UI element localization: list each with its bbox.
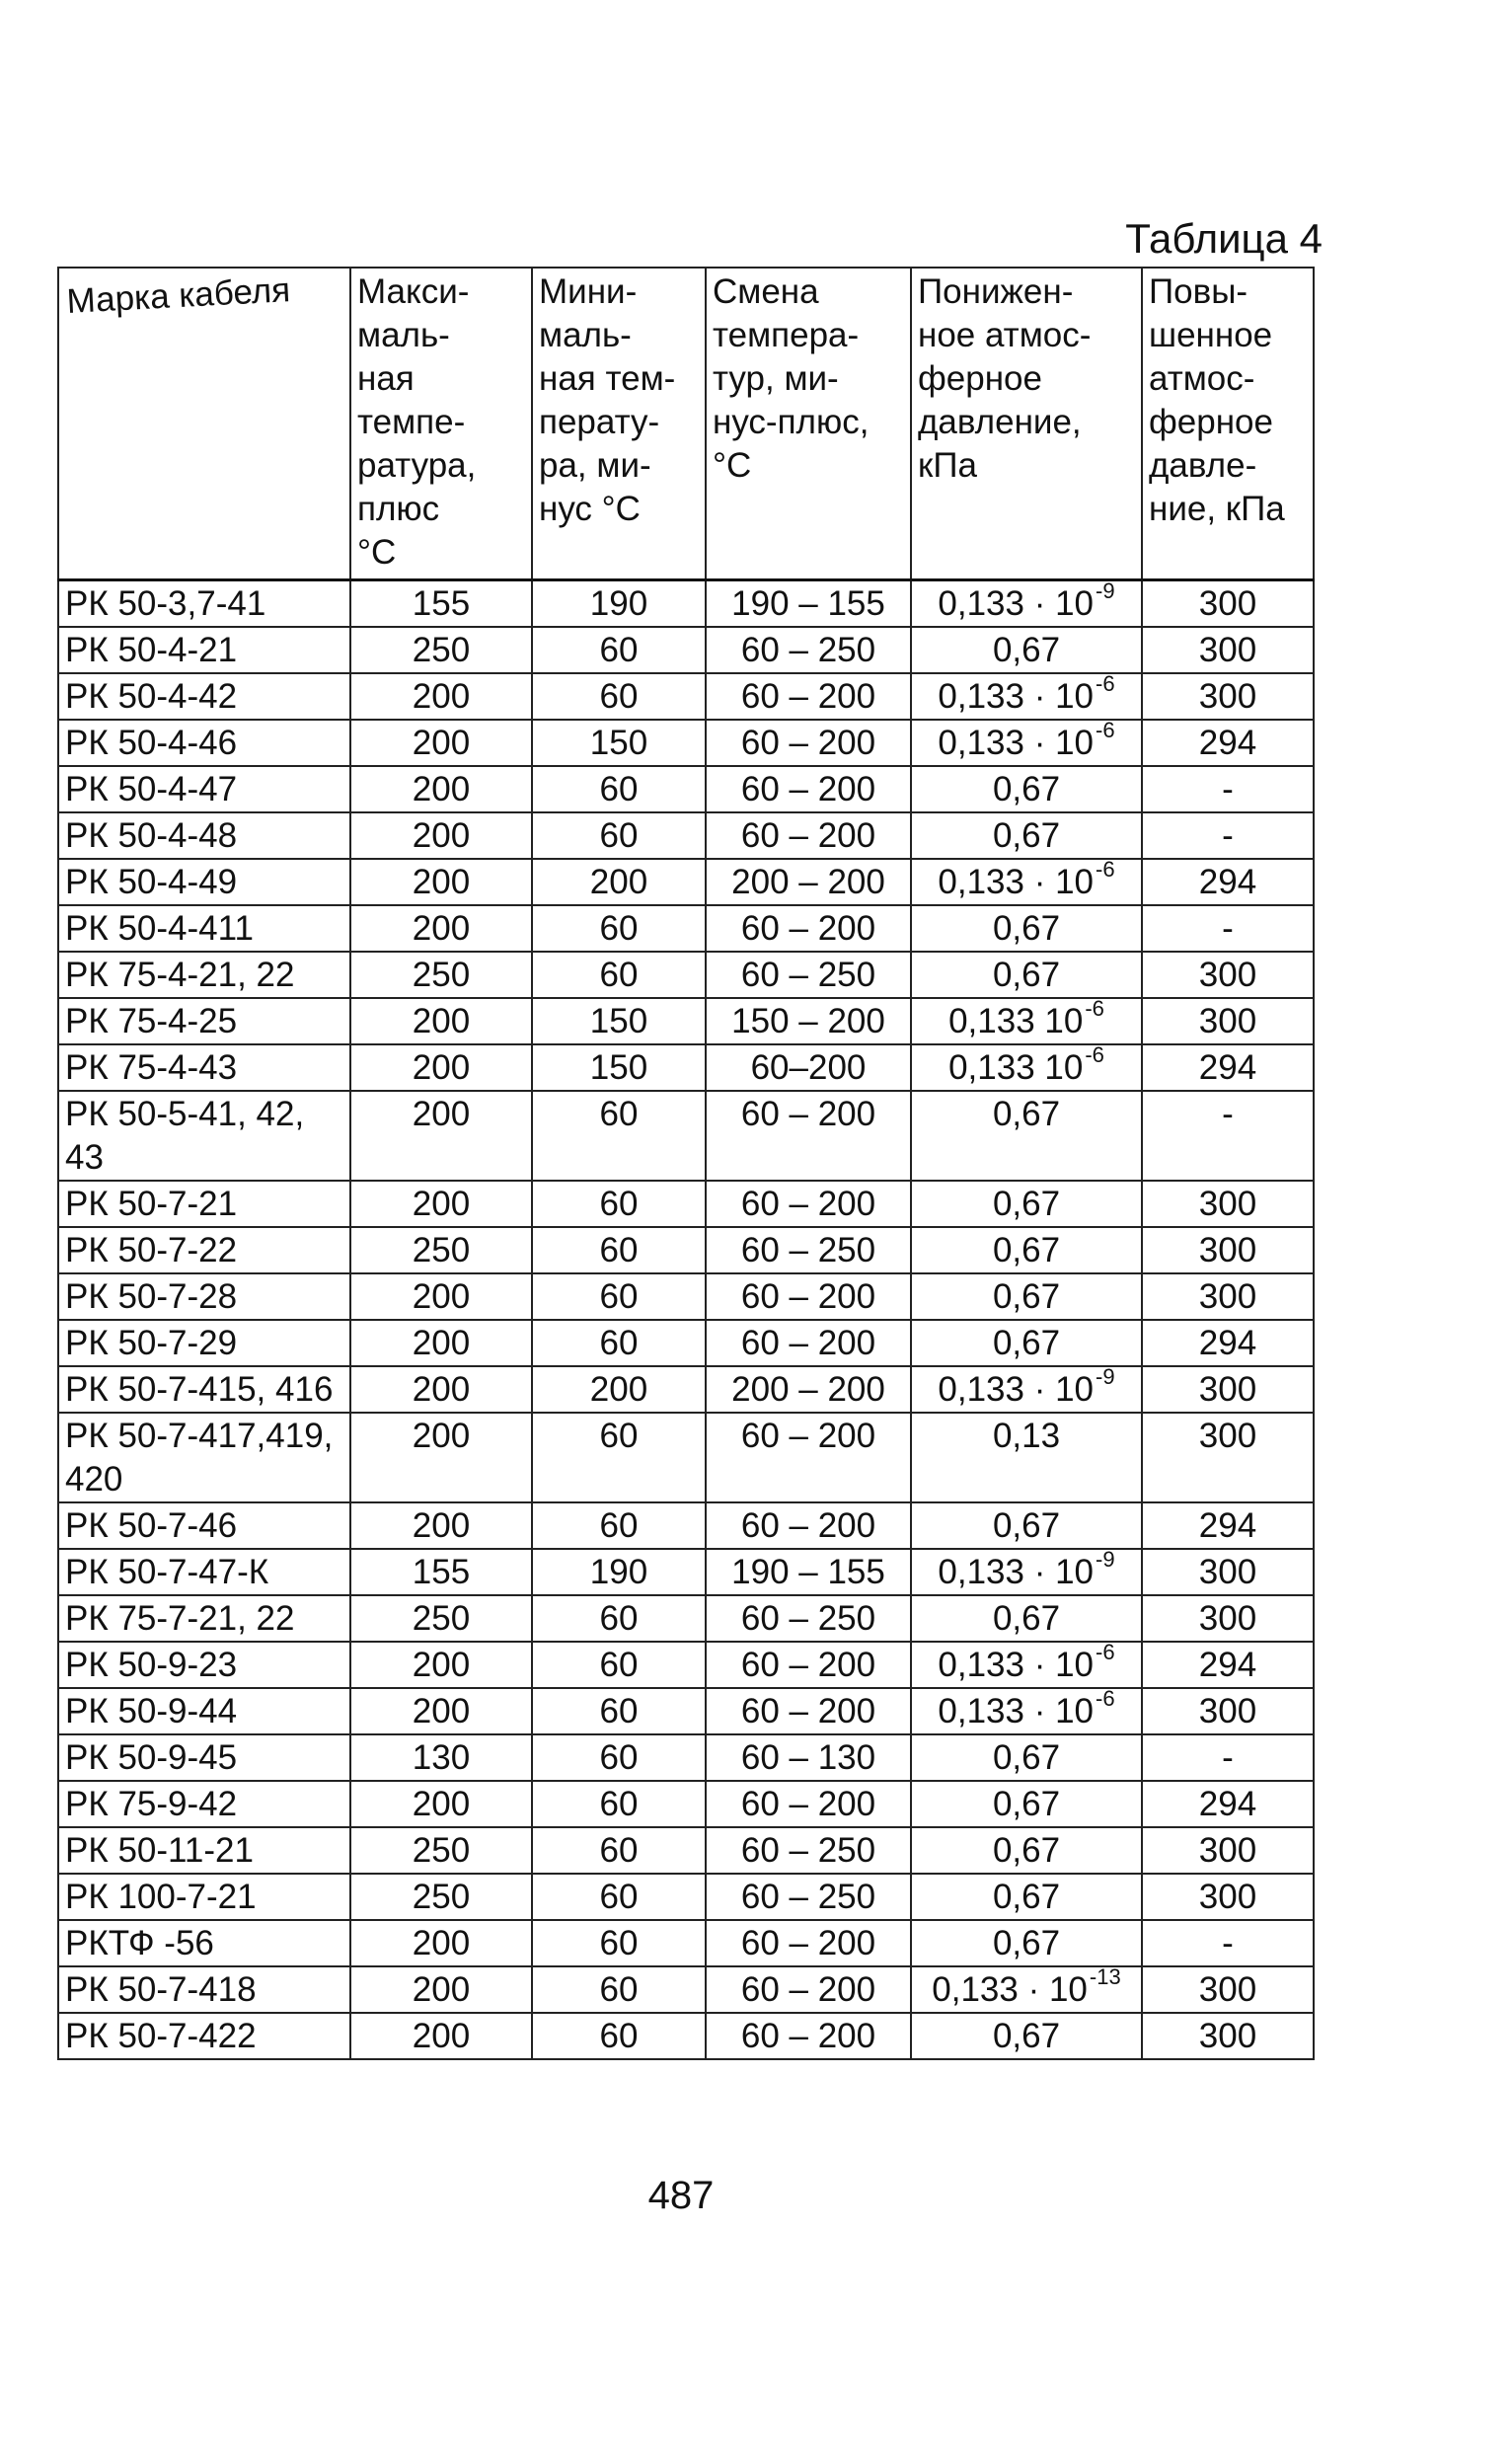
cell-temp-change: 60 – 130: [706, 1734, 911, 1781]
low-pressure-exponent: -6: [1085, 998, 1104, 1022]
cell-high-pressure: 294: [1142, 720, 1314, 766]
cell-temp-change: 190 – 155: [706, 1549, 911, 1595]
header-cable-brand: [58, 268, 350, 580]
cell-cable-brand: РК 50-7-422: [58, 2013, 350, 2059]
cell-cable-brand: РК 50-7-415, 416: [58, 1366, 350, 1413]
cell-max-temp: 200: [350, 1966, 532, 2013]
cell-min-temp: 60: [532, 673, 706, 720]
table-row: [58, 1642, 1314, 1688]
cell-min-temp: 60: [532, 1642, 706, 1688]
header-high-pressure-label: Повы- шенное атмос- ферное давле- ние, кПа: [1149, 272, 1285, 528]
cell-low-pressure: [911, 1642, 1142, 1688]
table-row: [58, 720, 1314, 766]
cell-low-pressure: [911, 1595, 1142, 1642]
header-max-temp: [350, 268, 532, 580]
cell-low-pressure: [911, 1366, 1142, 1413]
cell-temp-change: 60 – 200: [706, 1781, 911, 1827]
header-temp-change-label: Смена темпера- тур, ми- нус-плюс, °С: [713, 272, 869, 485]
cell-min-temp: 60: [532, 1502, 706, 1549]
cell-min-temp: 190: [532, 1549, 706, 1595]
cell-max-temp: 200: [350, 1781, 532, 1827]
cell-max-temp: 200: [350, 1091, 532, 1181]
cell-high-pressure: 294: [1142, 1502, 1314, 1549]
low-pressure-value: 0,67: [992, 2017, 1061, 2055]
cell-low-pressure: [911, 812, 1142, 859]
cell-min-temp: 60: [532, 812, 706, 859]
table-row: [58, 1091, 1314, 1181]
cell-max-temp: 200: [350, 812, 532, 859]
cell-low-pressure: [911, 1874, 1142, 1920]
cell-min-temp: 60: [532, 1734, 706, 1781]
table-row: [58, 1781, 1314, 1827]
cell-max-temp: 200: [350, 1320, 532, 1366]
low-pressure-value: 0,67: [992, 770, 1061, 808]
cell-low-pressure: [911, 952, 1142, 998]
cell-max-temp: 200: [350, 766, 532, 812]
cell-max-temp: 200: [350, 1273, 532, 1320]
low-pressure-value: 0,67: [992, 1185, 1061, 1223]
table-row: [58, 766, 1314, 812]
cell-max-temp: 250: [350, 1227, 532, 1273]
cell-low-pressure: [911, 998, 1142, 1044]
low-pressure-value: 0,67: [992, 1785, 1061, 1823]
cell-min-temp: 60: [532, 1413, 706, 1502]
low-pressure-exponent: -9: [1096, 579, 1115, 604]
cell-max-temp: 200: [350, 859, 532, 905]
header-low-pressure-label: Понижен- ное атмос- ферное давление, кПа: [918, 272, 1092, 485]
low-pressure-exponent: -9: [1096, 1366, 1115, 1390]
cell-temp-change: 60 – 200: [706, 1273, 911, 1320]
table-row: [58, 580, 1314, 628]
cell-max-temp: 200: [350, 905, 532, 952]
cell-max-temp: 250: [350, 1827, 532, 1874]
cell-cable-brand: РК 50-7-29: [58, 1320, 350, 1366]
table-row: [58, 2013, 1314, 2059]
low-pressure-value: 0,67: [992, 1277, 1061, 1316]
cell-high-pressure: 300: [1142, 1966, 1314, 2013]
table-row: [58, 952, 1314, 998]
low-pressure-value: 0,13: [992, 1417, 1061, 1455]
cell-min-temp: 60: [532, 1320, 706, 1366]
cell-min-temp: 60: [532, 952, 706, 998]
low-pressure-value: 0,133 · 10: [938, 1553, 1095, 1591]
cell-temp-change: 200 – 200: [706, 859, 911, 905]
low-pressure-value: 0,133 · 10: [938, 724, 1095, 762]
low-pressure-exponent: -6: [1096, 859, 1115, 883]
cell-temp-change: 60 – 200: [706, 1502, 911, 1549]
cell-min-temp: 150: [532, 720, 706, 766]
cell-temp-change: 60 – 250: [706, 627, 911, 673]
cell-temp-change: 60 – 200: [706, 1320, 911, 1366]
low-pressure-exponent: -6: [1096, 1642, 1115, 1665]
low-pressure-value: 0,67: [992, 1878, 1061, 1916]
cell-min-temp: 60: [532, 766, 706, 812]
cell-temp-change: 60 – 200: [706, 1920, 911, 1966]
table-row: [58, 1734, 1314, 1781]
cell-cable-brand: РК 50-4-42: [58, 673, 350, 720]
cell-max-temp: 155: [350, 580, 532, 628]
cell-high-pressure: 300: [1142, 1366, 1314, 1413]
cell-temp-change: 200 – 200: [706, 1366, 911, 1413]
cell-temp-change: 60 – 250: [706, 1227, 911, 1273]
table-row: [58, 1595, 1314, 1642]
cell-max-temp: 200: [350, 1413, 532, 1502]
cell-max-temp: 250: [350, 1874, 532, 1920]
cell-high-pressure: 294: [1142, 1044, 1314, 1091]
low-pressure-value: 0,67: [992, 1924, 1061, 1962]
low-pressure-value: 0,67: [992, 1831, 1061, 1870]
cell-min-temp: 150: [532, 998, 706, 1044]
cell-max-temp: 155: [350, 1549, 532, 1595]
cell-temp-change: 60 – 200: [706, 1688, 911, 1734]
table-row: [58, 1181, 1314, 1227]
cell-cable-brand: РК 50-11-21: [58, 1827, 350, 1874]
cell-high-pressure: 294: [1142, 1642, 1314, 1688]
low-pressure-value: 0,133 · 10: [932, 1970, 1088, 2009]
cell-max-temp: 200: [350, 720, 532, 766]
cell-temp-change: 60 – 200: [706, 1181, 911, 1227]
cell-cable-brand: РК 50-4-46: [58, 720, 350, 766]
cell-max-temp: 250: [350, 952, 532, 998]
cell-high-pressure: 300: [1142, 1227, 1314, 1273]
cell-high-pressure: -: [1142, 905, 1314, 952]
cell-max-temp: 200: [350, 1181, 532, 1227]
cell-high-pressure: 300: [1142, 1595, 1314, 1642]
cell-min-temp: 200: [532, 859, 706, 905]
cell-temp-change: 60–200: [706, 1044, 911, 1091]
low-pressure-value: 0,133 10: [948, 1002, 1084, 1040]
cell-max-temp: 200: [350, 998, 532, 1044]
low-pressure-value: 0,133 · 10: [938, 863, 1095, 901]
cell-cable-brand: РК 50-4-21: [58, 627, 350, 673]
cell-high-pressure: 300: [1142, 998, 1314, 1044]
cell-cable-brand: РК 50-4-48: [58, 812, 350, 859]
cell-max-temp: 130: [350, 1734, 532, 1781]
cell-cable-brand: РК 50-5-41, 42, 43: [58, 1091, 350, 1181]
cell-high-pressure: 294: [1142, 859, 1314, 905]
cell-min-temp: 60: [532, 1920, 706, 1966]
low-pressure-value: 0,67: [992, 1506, 1061, 1545]
cell-max-temp: 250: [350, 627, 532, 673]
cell-cable-brand: РК 75-7-21, 22: [58, 1595, 350, 1642]
cable-spec-table: [57, 267, 1315, 2060]
cell-low-pressure: [911, 1413, 1142, 1502]
cell-min-temp: 60: [532, 1966, 706, 2013]
cell-high-pressure: 294: [1142, 1320, 1314, 1366]
table-row: [58, 1273, 1314, 1320]
low-pressure-value: 0,67: [992, 1231, 1061, 1269]
cell-high-pressure: 300: [1142, 952, 1314, 998]
cell-high-pressure: 300: [1142, 1549, 1314, 1595]
cell-temp-change: 60 – 200: [706, 905, 911, 952]
low-pressure-value: 0,133 · 10: [938, 1370, 1095, 1409]
low-pressure-value: 0,133 · 10: [938, 584, 1095, 623]
low-pressure-value: 0,133 · 10: [938, 1692, 1095, 1730]
cell-max-temp: 200: [350, 673, 532, 720]
low-pressure-value: 0,67: [992, 1738, 1061, 1777]
table-row: [58, 998, 1314, 1044]
table-row: [58, 673, 1314, 720]
cell-high-pressure: -: [1142, 1734, 1314, 1781]
cell-cable-brand: РК 50-9-45: [58, 1734, 350, 1781]
table-caption: Таблица 4: [1125, 215, 1323, 262]
cell-temp-change: 60 – 250: [706, 1827, 911, 1874]
cell-low-pressure: [911, 1181, 1142, 1227]
cell-cable-brand: РК 50-4-49: [58, 859, 350, 905]
cell-min-temp: 60: [532, 1827, 706, 1874]
low-pressure-value: 0,67: [992, 816, 1061, 855]
cell-cable-brand: РК 50-9-23: [58, 1642, 350, 1688]
cell-low-pressure: [911, 766, 1142, 812]
cell-cable-brand: РК 50-7-22: [58, 1227, 350, 1273]
cell-low-pressure: [911, 1920, 1142, 1966]
cell-min-temp: 60: [532, 2013, 706, 2059]
low-pressure-exponent: -6: [1096, 720, 1115, 743]
cell-low-pressure: [911, 1827, 1142, 1874]
cell-cable-brand: РК 50-7-21: [58, 1181, 350, 1227]
low-pressure-value: 0,67: [992, 909, 1061, 948]
cell-low-pressure: [911, 627, 1142, 673]
cell-cable-brand: РК 50-4-47: [58, 766, 350, 812]
cell-min-temp: 150: [532, 1044, 706, 1091]
cell-high-pressure: -: [1142, 812, 1314, 859]
cell-cable-brand: РК 50-3,7-41: [58, 580, 350, 628]
cell-low-pressure: [911, 2013, 1142, 2059]
header-min-temp: [532, 268, 706, 580]
table-row: [58, 1227, 1314, 1273]
table-row: [58, 1874, 1314, 1920]
low-pressure-value: 0,67: [992, 1324, 1061, 1362]
cell-min-temp: 60: [532, 905, 706, 952]
cell-max-temp: 200: [350, 1688, 532, 1734]
cell-low-pressure: [911, 1502, 1142, 1549]
table-row: [58, 627, 1314, 673]
cell-min-temp: 60: [532, 1273, 706, 1320]
cell-cable-brand: РК 50-7-418: [58, 1966, 350, 2013]
cell-low-pressure: [911, 1044, 1142, 1091]
low-pressure-value: 0,67: [992, 956, 1061, 994]
table-row: [58, 1920, 1314, 1966]
low-pressure-exponent: -13: [1089, 1966, 1121, 1990]
cell-cable-brand: РК 50-7-417,419, 420: [58, 1413, 350, 1502]
table-header-row: [58, 268, 1314, 580]
table-row: [58, 1502, 1314, 1549]
cell-temp-change: 60 – 200: [706, 766, 911, 812]
header-max-temp-label: Макси- маль- ная темпе- ратура, плюс °С: [357, 272, 477, 572]
header-temp-change: [706, 268, 911, 580]
cell-min-temp: 190: [532, 580, 706, 628]
cell-high-pressure: 300: [1142, 1827, 1314, 1874]
cell-cable-brand: РК 50-7-28: [58, 1273, 350, 1320]
cell-cable-brand: РК 50-4-411: [58, 905, 350, 952]
table-row: [58, 1413, 1314, 1502]
cell-max-temp: 200: [350, 1642, 532, 1688]
header-cable-brand-label: Марка кабеля: [65, 270, 291, 321]
cell-low-pressure: [911, 859, 1142, 905]
low-pressure-exponent: -6: [1085, 1044, 1104, 1068]
low-pressure-value: 0,67: [992, 1599, 1061, 1638]
cell-max-temp: 200: [350, 2013, 532, 2059]
cell-temp-change: 60 – 200: [706, 1413, 911, 1502]
cell-low-pressure: [911, 1688, 1142, 1734]
cell-temp-change: 150 – 200: [706, 998, 911, 1044]
cell-min-temp: 60: [532, 627, 706, 673]
cell-temp-change: 60 – 250: [706, 952, 911, 998]
cell-low-pressure: [911, 1227, 1142, 1273]
cell-temp-change: 60 – 200: [706, 1642, 911, 1688]
cell-max-temp: 200: [350, 1502, 532, 1549]
cell-max-temp: 200: [350, 1920, 532, 1966]
cell-high-pressure: 300: [1142, 673, 1314, 720]
cell-min-temp: 60: [532, 1781, 706, 1827]
cell-low-pressure: [911, 1549, 1142, 1595]
cell-min-temp: 200: [532, 1366, 706, 1413]
low-pressure-value: 0,133 · 10: [938, 677, 1095, 716]
cell-min-temp: 60: [532, 1688, 706, 1734]
table-row: [58, 1966, 1314, 2013]
cell-low-pressure: [911, 1320, 1142, 1366]
cell-low-pressure: [911, 1091, 1142, 1181]
cell-high-pressure: 300: [1142, 1413, 1314, 1502]
cell-temp-change: 60 – 250: [706, 1595, 911, 1642]
cell-low-pressure: [911, 1734, 1142, 1781]
cell-low-pressure: [911, 1273, 1142, 1320]
low-pressure-exponent: -6: [1096, 1688, 1115, 1712]
cell-low-pressure: [911, 580, 1142, 628]
cell-cable-brand: РК 75-9-42: [58, 1781, 350, 1827]
cell-min-temp: 60: [532, 1595, 706, 1642]
table-row: [58, 859, 1314, 905]
table-row: [58, 1044, 1314, 1091]
cell-temp-change: 60 – 200: [706, 2013, 911, 2059]
table-row: [58, 1549, 1314, 1595]
cell-cable-brand: РК 75-4-21, 22: [58, 952, 350, 998]
table-row: [58, 812, 1314, 859]
cell-cable-brand: РК 50-9-44: [58, 1688, 350, 1734]
low-pressure-exponent: -6: [1096, 673, 1115, 697]
header-min-temp-label: Мини- маль- ная тем- перату- ра, ми- нус °С: [539, 272, 676, 528]
low-pressure-value: 0,67: [992, 631, 1061, 669]
cell-high-pressure: 300: [1142, 1874, 1314, 1920]
cell-min-temp: 60: [532, 1181, 706, 1227]
cell-cable-brand: РКТФ -56: [58, 1920, 350, 1966]
header-low-pressure: [911, 268, 1142, 580]
low-pressure-exponent: -9: [1096, 1549, 1115, 1573]
cell-temp-change: 60 – 200: [706, 1091, 911, 1181]
cell-high-pressure: 300: [1142, 580, 1314, 628]
cell-high-pressure: -: [1142, 766, 1314, 812]
table-row: [58, 1320, 1314, 1366]
cell-low-pressure: [911, 1966, 1142, 2013]
cell-max-temp: 250: [350, 1595, 532, 1642]
page-number: 487: [647, 2174, 715, 2217]
table-row: [58, 905, 1314, 952]
cell-min-temp: 60: [532, 1091, 706, 1181]
cell-temp-change: 60 – 250: [706, 1874, 911, 1920]
cell-max-temp: 200: [350, 1044, 532, 1091]
cell-low-pressure: [911, 905, 1142, 952]
cell-cable-brand: РК 75-4-25: [58, 998, 350, 1044]
cell-temp-change: 60 – 200: [706, 720, 911, 766]
cell-high-pressure: 294: [1142, 1781, 1314, 1827]
table-row: [58, 1366, 1314, 1413]
table-row: [58, 1688, 1314, 1734]
table-row: [58, 1827, 1314, 1874]
cell-temp-change: 60 – 200: [706, 812, 911, 859]
header-high-pressure: [1142, 268, 1314, 580]
cell-high-pressure: 300: [1142, 1688, 1314, 1734]
cell-temp-change: 60 – 200: [706, 673, 911, 720]
cell-low-pressure: [911, 673, 1142, 720]
cell-high-pressure: 300: [1142, 2013, 1314, 2059]
table-body: [58, 580, 1314, 2060]
cell-low-pressure: [911, 1781, 1142, 1827]
cell-high-pressure: -: [1142, 1920, 1314, 1966]
cell-high-pressure: 300: [1142, 1181, 1314, 1227]
low-pressure-value: 0,133 10: [948, 1048, 1084, 1087]
cell-temp-change: 190 – 155: [706, 580, 911, 628]
cell-temp-change: 60 – 200: [706, 1966, 911, 2013]
cell-cable-brand: РК 75-4-43: [58, 1044, 350, 1091]
cell-min-temp: 60: [532, 1227, 706, 1273]
cell-cable-brand: РК 50-7-46: [58, 1502, 350, 1549]
cell-high-pressure: 300: [1142, 1273, 1314, 1320]
low-pressure-value: 0,133 · 10: [938, 1646, 1095, 1684]
cell-high-pressure: 300: [1142, 627, 1314, 673]
cell-cable-brand: РК 100-7-21: [58, 1874, 350, 1920]
cell-high-pressure: -: [1142, 1091, 1314, 1181]
cell-max-temp: 200: [350, 1366, 532, 1413]
low-pressure-value: 0,67: [992, 1095, 1061, 1133]
cell-low-pressure: [911, 720, 1142, 766]
cell-cable-brand: РК 50-7-47-К: [58, 1549, 350, 1595]
cell-min-temp: 60: [532, 1874, 706, 1920]
